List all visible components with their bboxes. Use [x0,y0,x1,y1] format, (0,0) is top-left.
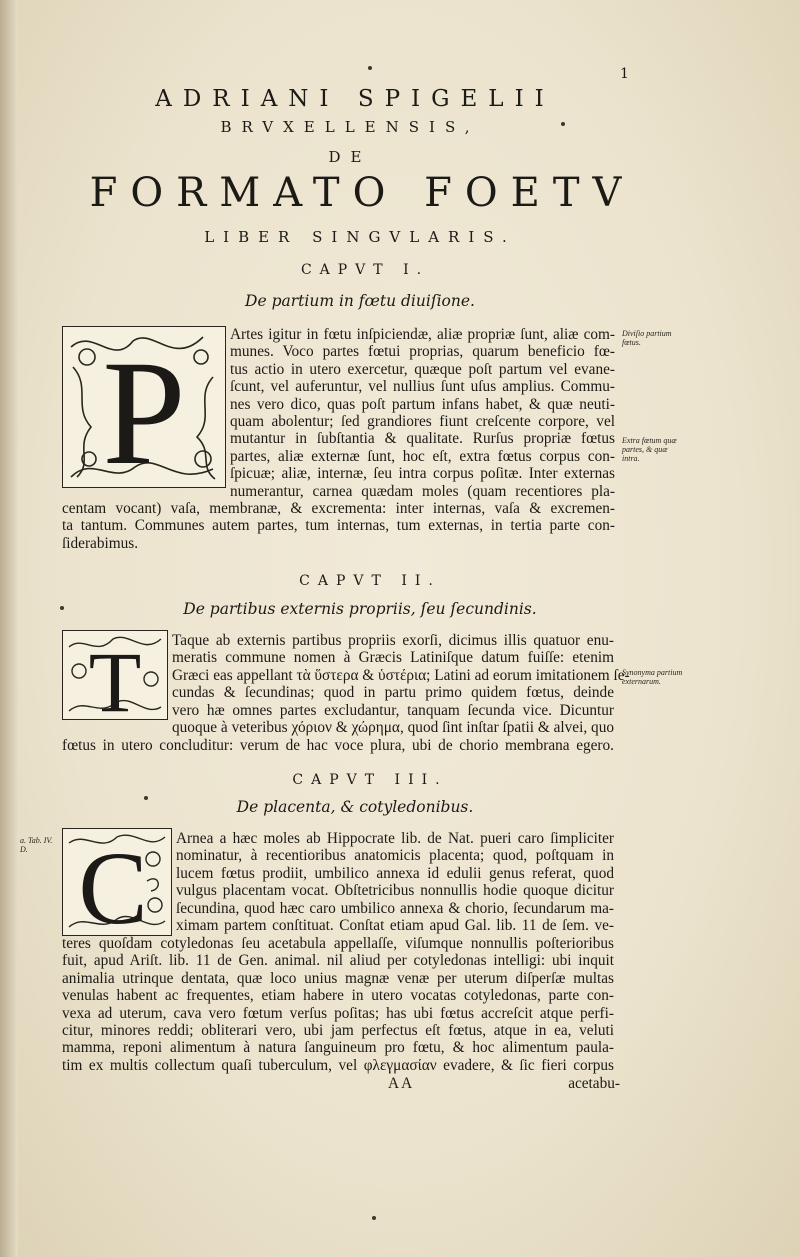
binding-edge [0,0,18,1257]
text-line: mutantur in ſubſtantia & qualitate. Rurſus propriæ fœtus [230,430,615,448]
page-number: 1 [620,66,629,82]
text-line: mamma, reponi alimentum à natura ſanguineum pro fœtu, & hoc alimentum paula- [62,1039,614,1057]
chapter-2-subtitle: De partibus externis propriis, ſeu ſecundinis. [183,600,537,618]
decorated-initial-p [62,326,226,488]
ink-speck [561,122,565,126]
text-line: ximam partem conſtituat. Conſtat etiam apud Gal. lib. 11 de ſem. ve- [176,916,614,934]
text-line: Artes igitur in fœtu inſpiciendæ, aliæ propriæ ſunt, aliæ com- [230,326,615,343]
chapter-1-subtitle: De partium in fœtu diuiſione. [245,292,475,310]
text-line: ſecundina, quod hæc caro umbilico annexa & chorio, ſecundarum ma- [176,899,614,917]
chapter-3-text-full [62,935,614,1074]
margin-note: a. Tab. IV. D. [20,836,53,854]
initial-letter-c: C [78,831,148,935]
text-line: quoque à veteribus χόριον & χώρημα, quod ſint inſtar ſpatii & alvei, quo [172,718,614,736]
text-line: Græci eas appellant τὰ ὕστερα & ὑστέρια; Latini ad eorum imitationem ſe- [172,666,630,684]
text-line: nominatur, à recentioribus anatomicis placenta; quod, poſtquam in [176,847,614,865]
initial-letter-t: T [88,634,142,719]
chapter-2-heading: CAPVT II. [299,573,441,589]
chapter-2-text-indented [172,632,630,736]
text-line: Arnea a hæc moles ab Hippocrate lib. de Nat. pueri caro ſimpliciter [176,830,614,847]
text-line: quam abolentur; ſed grandiores fiunt creſcente corpore, vel [230,412,615,430]
text-line: partes, aliæ externæ ſunt, hoc eſt, extra fœtus corpus con- [230,447,615,465]
text-line: vulgus placentam vocat. Obſtetricibus nonnullis hodie quoque dicitur [176,882,614,900]
chapter-1-text-indented [230,326,615,500]
decorated-initial-t [62,630,168,720]
text-line: ta tantum. Communes autem partes, tum internas, tum externas, in tertia parte con- [62,517,615,535]
chapter-1-text-full [62,500,615,552]
text-line: vero hæ omnes partes excludantur, tanquam ſecunda vice. Dicuntur [172,701,614,719]
ink-speck [144,796,148,800]
text-line: teres quoſdam cotyledonas ſeu acetabula appellaſſe, viſumque nonnullis poſterioribus [62,935,614,952]
text-line: nes vero dico, quas poſt partum infans habet, & quæ neuti- [230,395,615,413]
text-line: tim ex multis collectum quaſi tuberculum, vel φλεγμασίαν evadere, & ſic fieri corpus [62,1056,614,1074]
text-line: centam vocant) vaſa, membranæ, & excrementa: inter internas, vaſa & excremen- [62,500,615,517]
chapter-3-text-indented [176,830,614,934]
author-origin: BRVXELLENSIS, [220,118,480,136]
ink-speck [368,66,372,70]
text-line: lucem fœtus prodiit, umbilico annexa id edulii genus referat, quod [176,864,614,882]
text-line: Taque ab externis partibus propriis exorſi, dicimus illis quatuor enu- [172,632,614,649]
initial-letter-p: P [102,330,186,487]
ink-speck [372,1216,376,1220]
chapter-2-text-full [62,737,614,754]
chapter-1-heading: CAPVT I. [300,262,430,278]
text-line: vexa ad uterum, cava vero fœtum verſus poſitas; has ubi fœtus accreſcit atque perfi- [62,1004,614,1022]
text-line: citur, minores reddi; obliterari vero, ubi jam perfectus eſt fœtus, atque in ea, veluti [62,1021,614,1039]
text-line: numerantur, carnea quædam moles (quam recentiores pla- [230,482,615,500]
text-line: animalia utrinque dentata, quæ loco unius magnæ venæ per uterum diſperſæ multas [62,969,614,987]
text-line: ſiderabimus. [62,534,139,552]
text-line: fuit, apud Ariſt. lib. 11 de Gen. animal. nil aliud per cotyledonas intelligi: ubi inquit [62,952,614,970]
margin-note: Extra fœtum quæ partes, & quæ intra. [622,436,677,463]
title-de: DE [328,148,372,166]
text-line: munes. Voco partes fœtui proprias, quarum beneficio fœ- [230,343,615,361]
text-line: venulas habent ac frequentes, etiam habere in utero vocatas cotyledonas, parte con- [62,987,614,1005]
text-line: fœtus in utero concluditur: verum de hac voce plura, ubi de chorio membrana egero. [62,737,614,754]
text-line: ſpicuæ; aliæ, internæ, ſeu intra corpus poſitæ. Inter externas [230,465,615,483]
text-line: tus actio in utero exercetur, quæque poſt partum vel evane- [230,360,615,378]
text-line: meratis commune nomen à Græcis Latiniſque datum fuiſſe: etenim [172,649,614,667]
chapter-3-heading: CAPVT III. [292,772,448,788]
margin-note: Synonyma partium externarum. [622,668,683,686]
chapter-3-subtitle: De placenta, & cotyledonibus. [236,798,474,816]
catchword: acetabu- [568,1075,620,1092]
decorated-initial-c [62,828,172,936]
ink-speck [60,606,64,610]
author-name: ADRIANI SPIGELII [155,86,555,112]
book-subtitle: LIBER SINGVLARIS. [204,228,516,246]
text-line: ſcunt, vel auferuntur, vel nullius ſunt uſus amplius. Commu- [230,378,615,396]
margin-note: Diviſio partium fœtus. [622,329,672,347]
book-title: FORMATO FOETV [89,170,635,216]
text-line: cundas & ſecundinas; quod in partu primo quidem fœtus, deinde [172,684,614,702]
signature-mark: A A [388,1075,413,1092]
